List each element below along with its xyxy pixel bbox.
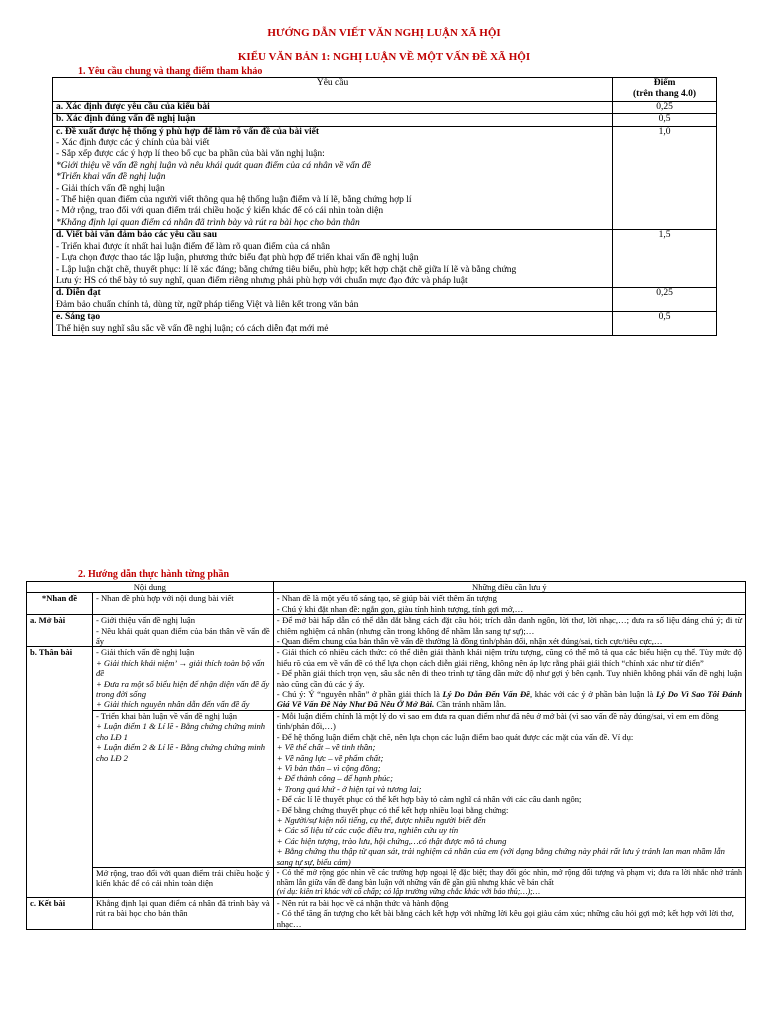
- guide-table-header: [27, 582, 746, 593]
- content-line: + Luận điểm 2 & Lí lẽ - Bằng chứng chứng minh cho LĐ 2: [95, 742, 266, 763]
- content-line: - Giới thiệu vấn đề nghị luận: [95, 615, 195, 626]
- table-row: [27, 593, 746, 615]
- content-line: + Luận điểm 1 & Lí lẽ - Bằng chứng chứng minh cho LĐ 1: [95, 721, 266, 742]
- row-line: - Xác định được các ý chính của bài viết: [56, 138, 210, 149]
- section-heading-1: 1. Yêu cầu chung và thang điểm tham khảo: [78, 66, 263, 77]
- note-line: - Quan điểm chung của bản thân về vấn đề thường là đồng tình/phản đối, nhận xét đúng/sai, tích cực/tiêu cực,…: [276, 636, 663, 647]
- row-content: [53, 126, 613, 230]
- note-line: + Các số liệu từ các cuộc điều tra, nghiên cứu uy tín: [276, 825, 459, 836]
- content-line: + Giải thích nguyên nhân dẫn đến vấn đề ấy: [95, 699, 250, 710]
- row-score: 0,5: [613, 312, 717, 336]
- table-row: [27, 647, 746, 710]
- document-subtitle: KIỂU VĂN BẢN 1: NGHỊ LUẬN VỀ MỘT VẤN ĐỀ XÃ HỘI: [237, 51, 531, 63]
- note-line: (ví dụ: kiên trì khác với cố chấp; có lập trường vững chắc khác với bảo thủ;…);…: [276, 887, 540, 897]
- note-line: + Bằng chứng thu thập từ quan sát, trải nghiệm cá nhân của em (với dạng bằng chứng này phải rất lưu ý tránh lan man nhầm lẫn sang tự sự, biểu cảm): [276, 846, 725, 867]
- note-line: + Các hiện tượng, trào lưu, hội chứng,…có thật được mô tả chung: [276, 835, 507, 846]
- row-score: 1,5: [613, 230, 717, 288]
- note-emphasis: Lý Do Dẫn Đến Vấn Đề: [442, 689, 530, 700]
- row-content: Mở rộng, trao đổi với quan điểm trái chiều hoặc ý kiến khác để có cái nhìn toàn diện: [92, 867, 273, 897]
- note-line: - Để hệ thống luận điểm chặt chẽ, nên lựa chọn các luận điểm bao quát được các mặt của vấn đề. Ví dụ:: [276, 731, 634, 742]
- score-table-header: [53, 78, 717, 102]
- row-line: *Triển khai vấn đề nghị luận: [56, 172, 166, 183]
- note-line: + Người/sự kiện nổi tiếng, cụ thể, được nhiều người biết đến: [276, 814, 486, 825]
- row-score: 0,25: [613, 101, 717, 113]
- header-score-line1: Điểm: [653, 78, 676, 88]
- note-line: - Nhan đề là một yếu tố sáng tạo, sẽ giúp bài viết thêm ấn tượng: [276, 593, 497, 604]
- table-row: [27, 867, 746, 897]
- row-content: [53, 230, 613, 288]
- table-row: [53, 126, 717, 230]
- row-content: Khẳng định lại quan điểm cá nhân đã trình bày và rút ra bài học cho bản thân: [92, 897, 273, 929]
- row-label-body: b. Thân bài: [27, 647, 93, 897]
- note-line: + Về thể chất – về tinh thần;: [276, 742, 376, 753]
- note-line: + Vì bản thân – vì cộng đồng;: [276, 762, 381, 773]
- table-row: [53, 312, 717, 336]
- row-heading: c. Đề xuất được hệ thống ý phù hợp để làm rõ vấn đề của bài viết: [56, 126, 319, 137]
- row-line: - Giải thích vấn đề nghị luận: [56, 183, 165, 194]
- row-content: [53, 312, 613, 336]
- row-score: 0,5: [613, 114, 717, 126]
- row-notes: [273, 710, 745, 867]
- row-heading: b. Xác định đúng vấn đề nghị luận: [53, 114, 613, 126]
- row-label-intro: a. Mở bài: [27, 615, 93, 647]
- content-line: - Giải thích vấn đề nghị luận: [95, 647, 195, 658]
- table-row: [27, 710, 746, 867]
- row-label-conclusion: c. Kết bài: [27, 897, 93, 929]
- row-line: - Mở rộng, trao đổi với quan điểm trái chiều hoặc ý kiến khác để có cái nhìn toàn diện: [56, 206, 384, 217]
- table-row: [53, 230, 717, 288]
- row-notes: [273, 867, 745, 897]
- note-line: - Có thể mở rộng góc nhìn về các trường hợp ngoại lệ đặc biệt; thay đổi góc nhìn, mở rộng đối tượng và phạm vi; đưa ra lời nhắc nhở tránh nhầm lẫn giữa vấn đề đang bàn luận với những vấn đề gần giũ nhưng khác về bản chất: [276, 867, 742, 887]
- row-line: *Giới thiệu về vấn đề nghị luận và nêu khái quát quan điểm của cá nhân về vấn đề: [56, 160, 371, 171]
- row-content: [53, 288, 613, 312]
- row-content: [92, 615, 273, 647]
- row-line: - Thể hiện quan điểm của người viết thông qua hệ thống luận điểm và lí lẽ, bằng chứng hợp lí: [56, 195, 412, 206]
- note-line: - Để mở bài hấp dẫn có thể dẫn dắt bằng cách đặt câu hỏi; trích dẫn danh ngôn, lời thơ, lời nhạc,…; đưa ra số liệu đáng chú ý; đi từ chiêm nghiệm cá nhân (nhưng cần trong không để nhầm lẫn sang tự sự);…: [276, 615, 742, 636]
- note-line: [277, 689, 742, 710]
- row-heading: a. Xác định được yêu cầu của kiểu bài: [53, 101, 613, 113]
- content-line: + Đưa ra một số biểu hiện để nhận diện vấn đề ấy trong đời sống: [95, 678, 270, 700]
- row-line: - Lựa chọn được thao tác lập luận, phương thức biểu đạt phù hợp để triển khai vấn đề nghị luận: [56, 253, 419, 264]
- row-notes: [273, 647, 745, 710]
- row-line: - Sắp xếp được các ý hợp lí theo bố cục ba phần của bài văn nghị luận:: [56, 149, 325, 160]
- row-score: 0,25: [613, 288, 717, 312]
- note-line: - Để bằng chứng thuyết phục có thể kết hợp nhiều loại bằng chứng:: [276, 804, 509, 815]
- header-score: [613, 78, 717, 102]
- row-heading: d. Diễn đạt: [56, 288, 101, 299]
- row-heading: e. Sáng tạo: [56, 312, 101, 323]
- content-line: - Triển khai bàn luận về vấn đề nghị luận: [95, 710, 237, 721]
- note-line: + Trong quá khứ - ở hiện tại và tương lai;: [276, 783, 422, 794]
- header-score-line2: (trên thang 4.0): [633, 89, 697, 100]
- header-requirement: Yêu cầu: [53, 78, 613, 102]
- document-title: HƯỚNG DẪN VIẾT VĂN NGHỊ LUẬN XÃ HỘI: [267, 27, 501, 39]
- row-line: Đảm bảo chuẩn chính tả, dùng từ, ngữ pháp tiếng Việt và liên kết trong văn bản: [56, 299, 359, 310]
- note-line: - Chú ý khi đặt nhan đề: ngắn gọn, giàu tính hình tượng, tính gợi mở,…: [276, 603, 524, 614]
- table-row: [27, 615, 746, 647]
- row-notes: [273, 593, 745, 615]
- row-content: [92, 647, 273, 710]
- row-notes: [273, 897, 745, 929]
- row-line: - Lập luận chặt chẽ, thuyết phục: lí lẽ xác đáng; bằng chứng tiêu biểu, phù hợp; kết hợp chặt chẽ giữa lí lẽ và bằng chứng: [56, 264, 517, 275]
- note-line: - Có thể tăng ấn tượng cho kết bài bằng cách kết hợp với những lời kêu gọi giàu cảm xúc; những câu hỏi gợi mở; kết hợp với lời thơ, nhạc…: [276, 908, 734, 929]
- note-line: - Để các lí lẽ thuyết phục có thể kết hợp bày tỏ cảm nghĩ cá nhân với các câu danh ngôn;: [276, 794, 582, 805]
- table-row: [53, 101, 717, 113]
- row-heading: d. Viết bài văn đảm bảo các yêu cầu sau: [56, 230, 217, 241]
- note-line: + Về năng lực – về phẩm chất;: [276, 752, 384, 763]
- row-line: Thể hiện suy nghĩ sâu sắc về vấn đề nghị luận; có cách diễn đạt mới mẻ: [56, 323, 329, 334]
- note-line: - Giải thích có nhiều cách thức: có thể diễn giải thành khái niệm trừu tượng, cũng có thể mô tả qua các biểu hiện cụ thể. Tùy mức độ hiểu rõ của em về vấn đề có thể lựa chọn cách diễn giải riêng, không nên áp lực rằng phải giải thích “chính xác như từ điển”: [276, 647, 742, 668]
- row-score: 1,0: [613, 126, 717, 230]
- note-text: Cần tránh nhầm lẫn.: [434, 699, 507, 710]
- row-line: - Triển khai được ít nhất hai luận điểm để làm rõ quan điểm của cá nhân: [56, 241, 330, 252]
- guide-table: [26, 581, 746, 930]
- note-emphasis: Lý Do Vì Sao Tôi Đánh Giá Về Vấn Đề Này Như Đã Nêu Ở Mở Bài.: [276, 689, 742, 710]
- score-table: [52, 77, 717, 336]
- table-row: [53, 288, 717, 312]
- note-text: , khác với các ý ở phần bàn luận là: [529, 689, 656, 700]
- note-line: - Nên rút ra bài học về cả nhận thức và hành động: [276, 897, 449, 908]
- note-line: - Để phần giải thích trọn vẹn, sâu sắc nên đi theo trình tự tăng dần mức độ như gợi ý bên cạnh. Tuy nhiên không phải vấn đề nghị luận nào cũng cần đủ các ý ấy.: [276, 668, 742, 689]
- content-line: + Giải thích khái niệm’ → giải thích toàn bộ vấn đề: [95, 657, 265, 679]
- header-content: Nội dung: [27, 582, 274, 593]
- row-content: - Nhan đề phù hợp với nội dung bài viết: [92, 593, 273, 615]
- header-notes: Những điều cần lưu ý: [273, 582, 745, 593]
- note-line: + Để thành công – để hạnh phúc;: [276, 773, 393, 784]
- row-line: Lưu ý: HS có thể bày tỏ suy nghĩ, quan điểm riêng nhưng phải phù hợp với chuẩn mực đạo đức và pháp luật: [56, 275, 468, 286]
- row-notes: [273, 615, 745, 647]
- content-line: - Nêu khái quát quan điểm của bản thân về vấn đề ấy: [95, 625, 270, 647]
- note-line: - Mỗi luận điểm chính là một lý do vì sao em đưa ra quan điểm như đã nêu ở mở bài (vì sao vấn đề này đúng/sai, vì em em đồng tình/phản đối,…): [276, 710, 719, 732]
- section-heading-2: 2. Hướng dẫn thực hành từng phần: [78, 569, 230, 580]
- table-row: [53, 114, 717, 126]
- table-row: [27, 897, 746, 929]
- row-line: *Khẳng định lại quan điểm cá nhân đã trình bày và rút ra bài học cho bản thân: [56, 217, 360, 228]
- note-text: - Chú ý: Ý “nguyên nhân” ở phần giải thích là: [276, 689, 443, 700]
- row-label-title: *Nhan đề: [27, 593, 93, 615]
- row-content: [92, 710, 273, 867]
